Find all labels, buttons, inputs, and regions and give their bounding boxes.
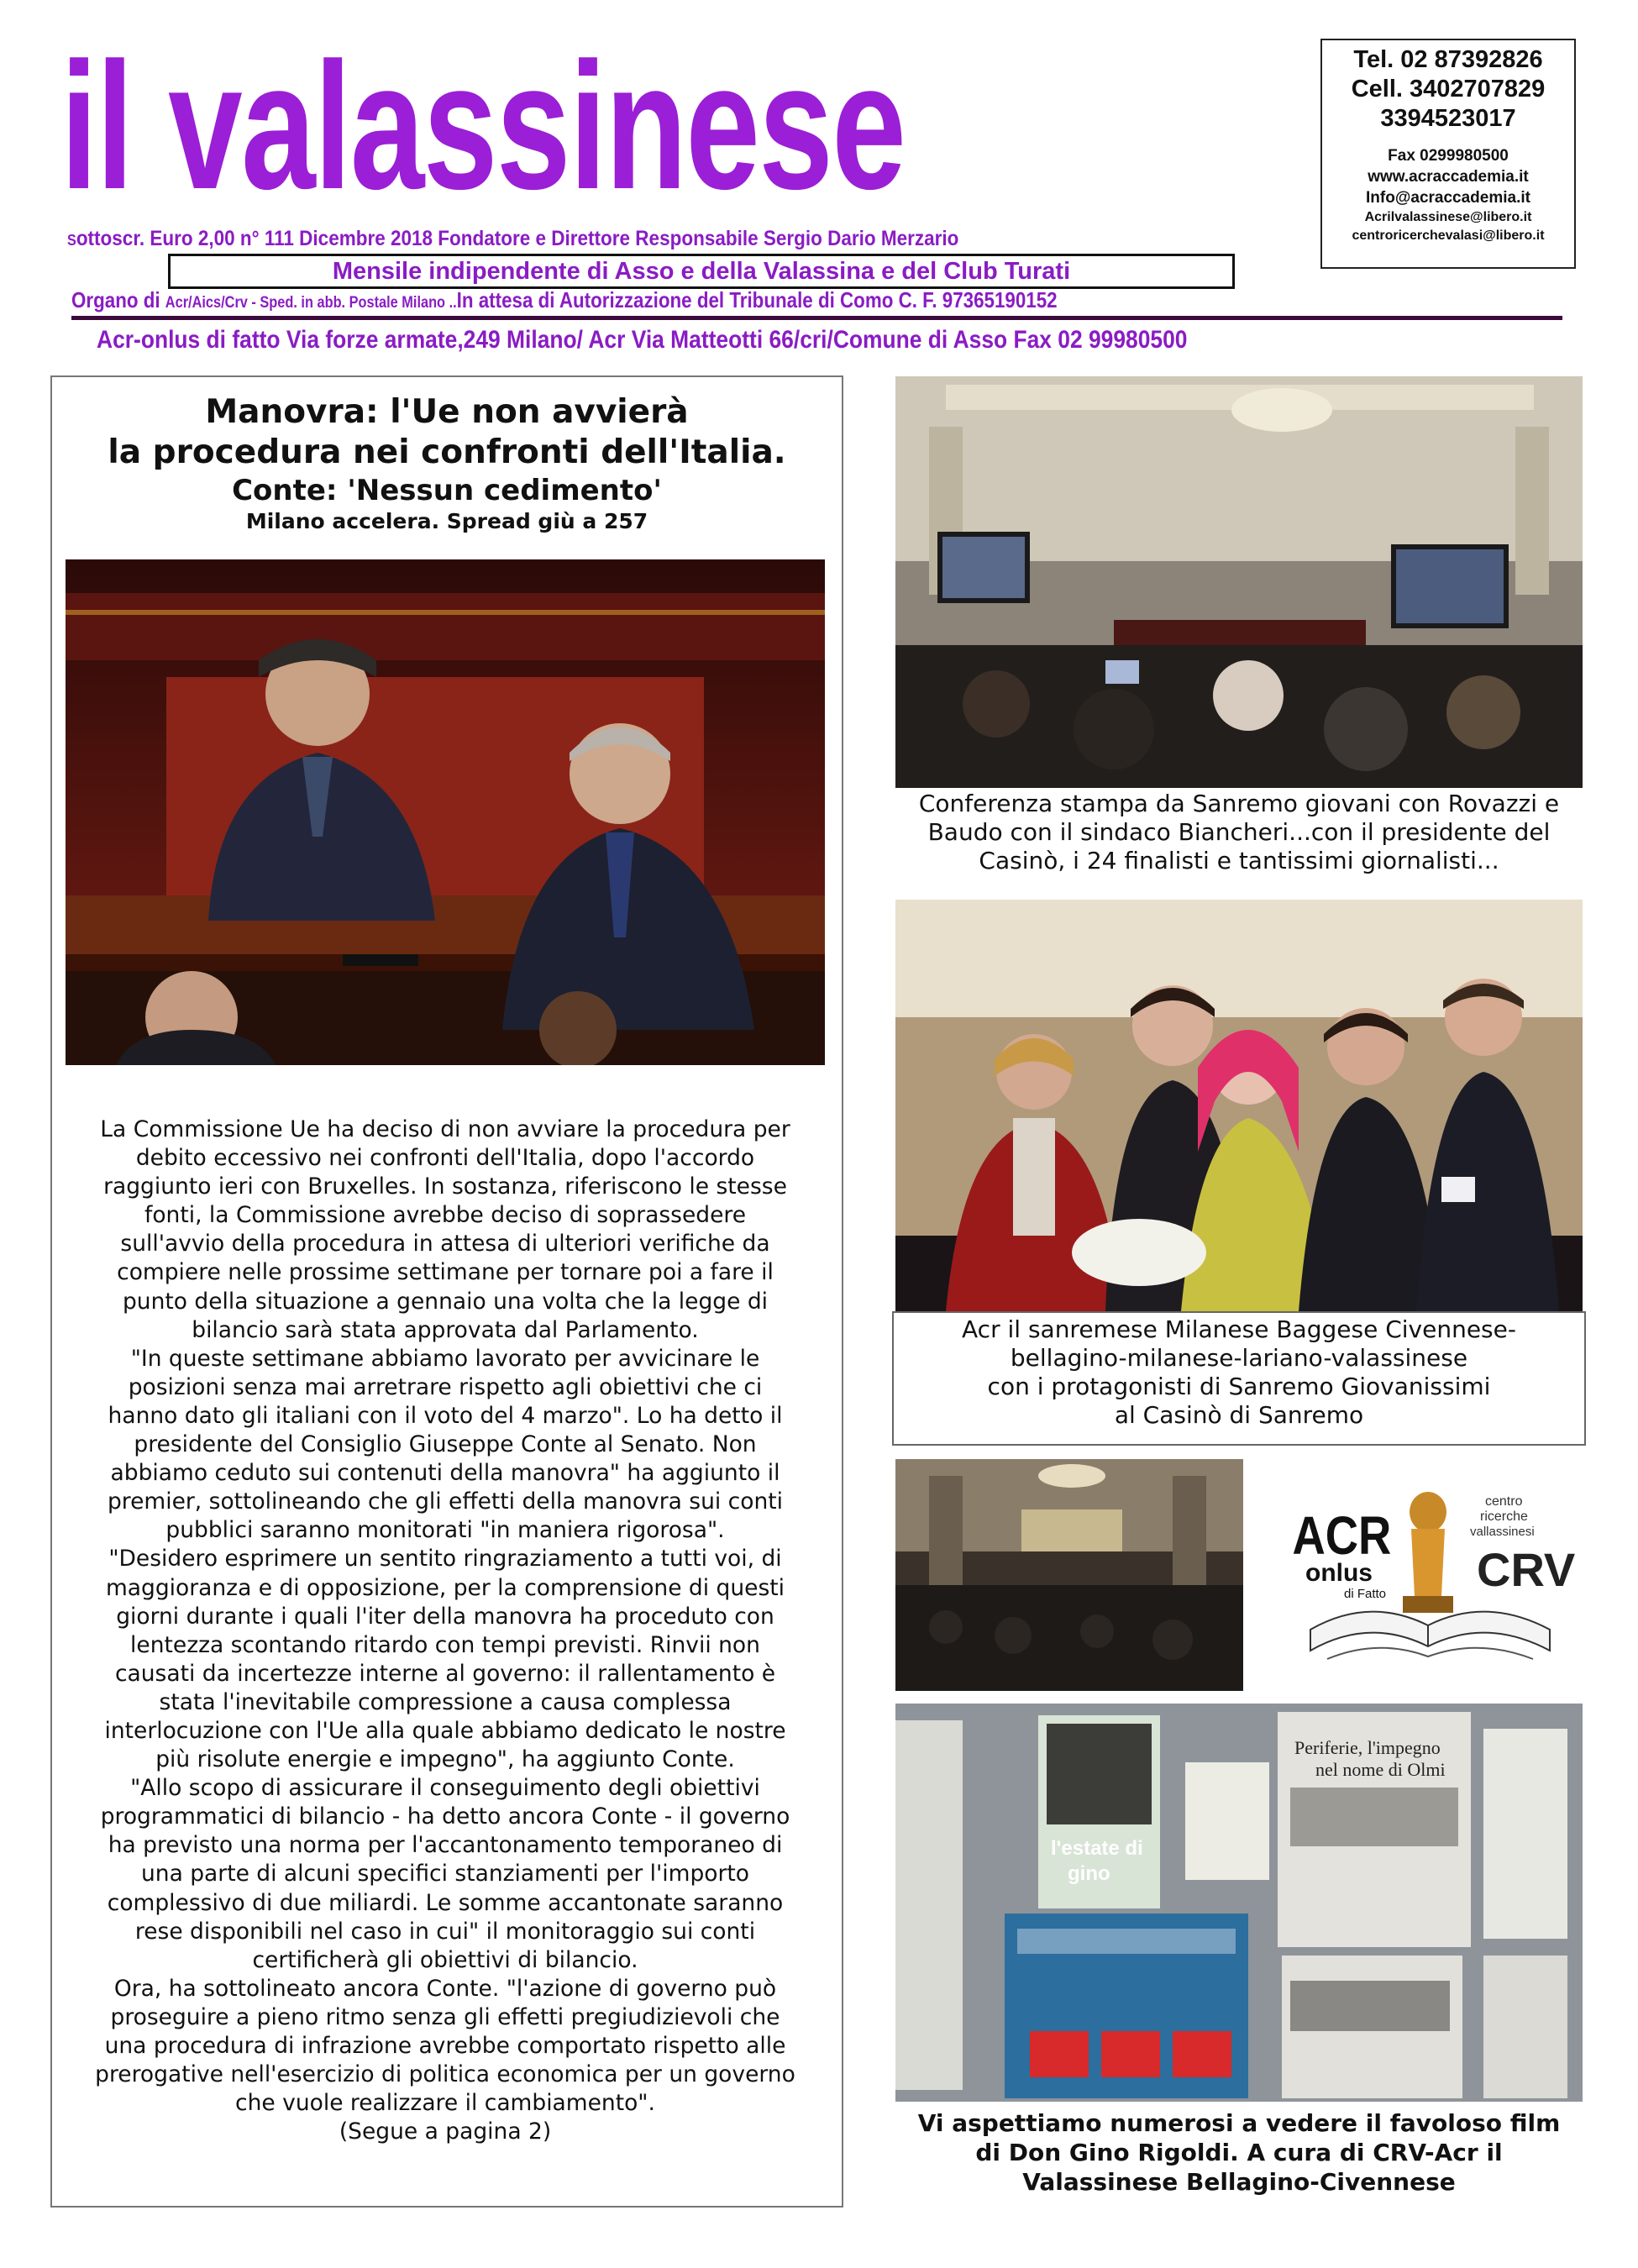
masthead-title: il valassinese [60, 24, 906, 227]
subscription-line [67, 227, 1126, 251]
contact-web[interactable]: www.acraccademia.it [1368, 168, 1529, 186]
headline-line-3: Conte: 'Nessun cedimento' [232, 474, 662, 507]
organ-line [71, 287, 1372, 313]
senate-photo [66, 559, 825, 1065]
casino-group-photo [895, 900, 1583, 1311]
contact-cell: Cell. 3402707829 [1351, 76, 1546, 102]
organ-rest: In attesa di Autorizzazione del Tribunale di Como C. F. 97365190152 [456, 287, 1058, 312]
headline-line-1: Manovra: l'Ue non avvierà [205, 393, 689, 431]
address-line: Acr-onlus di fatto Via forze armate,249 Milano/ Acr Via Matteotti 66/cri/Comune di Asso Fax 02 99980500 [97, 326, 1188, 354]
subscription-text: ottoscr. Euro 2,00 n° 111 Dicembre 2018 Fondatore e Direttore Responsabile Sergio Dario Merzario [76, 227, 959, 250]
poster-film-title-2: gino [1068, 1862, 1110, 1885]
logo-vallassinesi-text: vallassinesi [1470, 1525, 1535, 1539]
poster-headline: Periferie, l'impegno [1294, 1737, 1441, 1758]
acr-crv-logo [1285, 1470, 1575, 1680]
logo-ricerche-text: ricerche [1480, 1509, 1528, 1524]
headline-line-4: Milano accelera. Spread giù a 257 [245, 509, 648, 533]
headline-line-2: la procedura nei confronti dell'Italia. [108, 433, 786, 471]
contact-tel: Tel. 02 87392826 [1353, 46, 1543, 73]
logo-crv-text: CRV [1477, 1543, 1575, 1596]
contact-box [1320, 39, 1576, 269]
casino-caption: Acr il sanremese Milanese Baggese Civennese- bellagino-milanese-lariano-valassinese con i protagonisti di Sanremo Giovanissimi al Casinò di Sanremo [962, 1315, 1516, 1429]
logo-acr-text: ACR [1292, 1504, 1392, 1567]
contact-email-centro[interactable]: centroricerchevalasi@libero.it [1352, 228, 1545, 243]
article-body: La Commissione Ue ha deciso di non avviare la procedura per debito eccessivo nei confronti dell'Italia, dopo l'accordo raggiunto ieri con Bruxelles. In sostanza, riferiscono le stesse fonti, la Commissione avrebbe deciso di soprassedere sull'avvio della procedura in attesa di ulteriori verifiche da compiere nelle prossime settimane per tornare poi a fare il punto della situazione a gennaio una volta che la legge di bilancio sarà stata approvata dal Parlamento. "In queste settimane abbiamo lavorato per avvicinare le posizioni senza mai arretrare rispetto agli obiettivi che ci hanno dato gli italiani con il voto del 4 marzo". Lo ha detto il presidente del Consiglio Giuseppe Conte al Senato. Non abbiamo ceduto sui contenuti della manovra" ha aggiunto il premier, sottolineando che gli effetti della manovra sui conti pubblici saranno monitorati "in maniera rigorosa". "Desidero esprimere un sentito ringraziamento a tutti voi, di maggioranza e di opposizione, per la comprensione di questi giorni durante i quali l'iter della manovra ha proceduto con lentezza scontando ritardo con tempi previsti. Rinvii non causati da incertezze interne al governo: il rallentamento è stata l'inevitabile compressione a causa complessa interlocuzione con l'Ue alla quale abbiamo dedicato le nostre più risolute energie e impegno", ha aggiunto Conte. "Allo scopo di assicurare il conseguimento degli obiettivi programmatici di bilancio - ha detto ancora Conte - il governo ha previsto una norma per l'accantonamento temporaneo di una parte di alcuni specifici stanziamenti per l'importo complessivo di due miliardi. Le somme accantonate saranno rese disponibili nel caso in cui" il monitoraggio sui conti certificherà gli obiettivi di bilancio. Ora, ha sottolineato ancora Conte. "l'azione di governo può proseguire a pieno ritmo senza gli effetti pregiudizievoli che una procedura di infrazione avrebbe comportato rispetto alle prerogative nell'esercizio di politica economica per un governo che vuole realizzare il cambiamento". (Segue a pagina 2) [95, 1116, 795, 2145]
tagline-box: Mensile indipendente di Asso e della Valassina e del Club Turati [168, 254, 1235, 289]
organ-small: Acr/Aics/Crv - Sped. in abb. Postale Milano .. [165, 294, 457, 312]
poster-headline-2: nel nome di Olmi [1315, 1759, 1446, 1780]
organ-prefix: Organo di [71, 287, 165, 312]
contact-email-acr[interactable]: Acrilvalassinese@libero.it [1364, 210, 1532, 224]
audience-hall-photo [895, 1459, 1243, 1691]
contact-fax: Fax 0299980500 [1388, 147, 1509, 165]
poster-film-title: l'estate di [1051, 1837, 1143, 1860]
article-headline [52, 392, 842, 535]
press-conference-caption: Conferenza stampa da Sanremo giovani con Rovazzi e Baudo con il sindaco Biancheri...con il presidente del Casinò, i 24 finalisti e tantissimi giornalisti... [918, 790, 1560, 874]
film-invitation-caption: Vi aspettiamo numerosi a vedere il favoloso film di Don Gino Rigoldi. A cura di CRV-Acr il Valassinese Bellagino-Civennese [917, 2109, 1561, 2196]
masthead-rule [71, 316, 1562, 320]
logo-centro-text: centro [1485, 1494, 1523, 1509]
noticeboard-photo [895, 1704, 1583, 2102]
subscription-prefix: S [67, 232, 76, 249]
logo-difatto-text: di Fatto [1344, 1587, 1387, 1601]
contact-email-info[interactable]: Info@acraccademia.it [1366, 189, 1530, 207]
logo-onlus-text: onlus [1305, 1559, 1373, 1587]
contact-cell2: 3394523017 [1380, 105, 1516, 132]
press-conference-photo [895, 376, 1583, 788]
